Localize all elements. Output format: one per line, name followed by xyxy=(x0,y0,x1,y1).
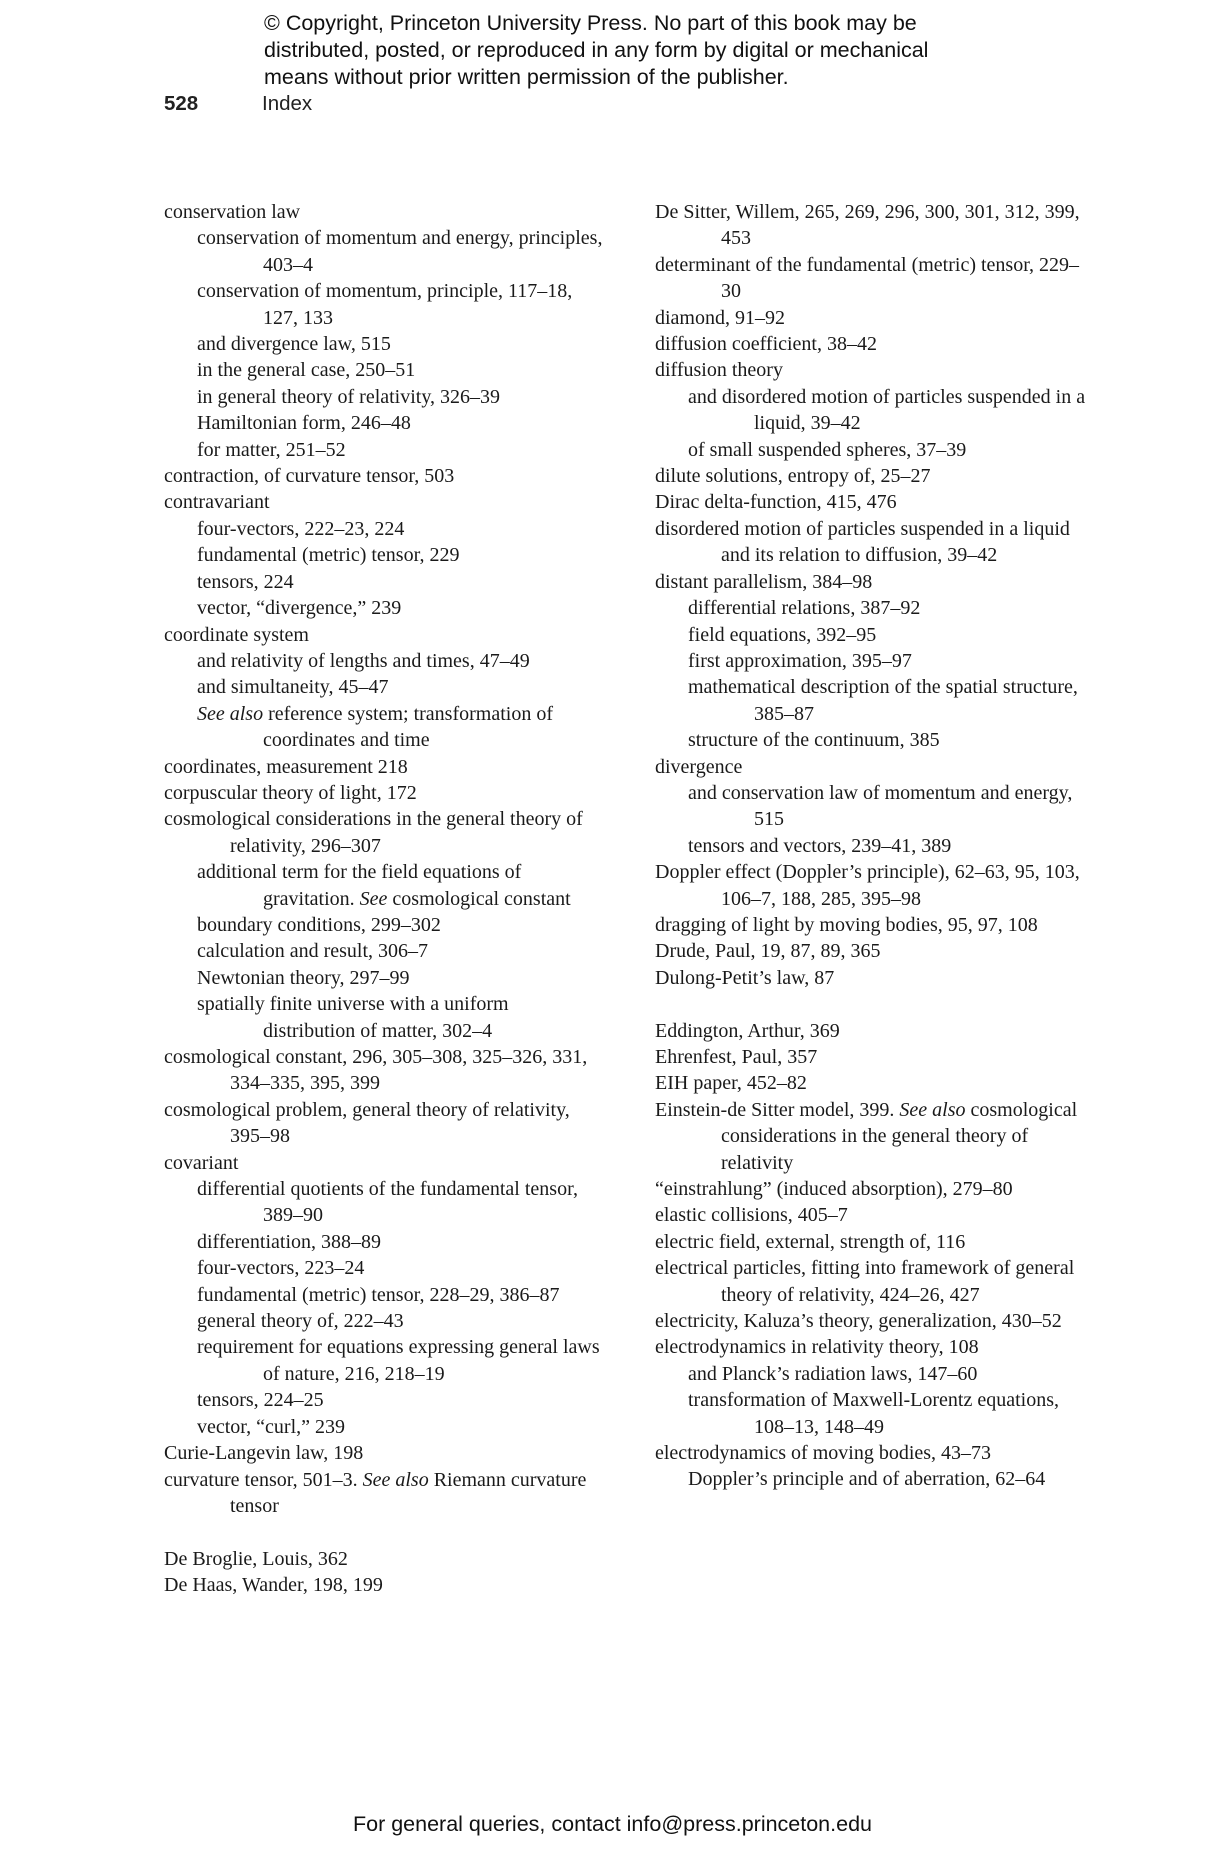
index-subentry xyxy=(164,1282,604,1308)
cross-reference: See also xyxy=(197,702,264,725)
entry-text: and conservation law of momentum and energy, 515 xyxy=(688,781,1073,831)
index-entry xyxy=(164,1097,604,1150)
entry-text: Dulong-Petit’s law, 87 xyxy=(655,966,835,989)
index-entry xyxy=(655,912,1095,938)
index-entry xyxy=(164,754,604,780)
index-subentry xyxy=(164,859,604,912)
index-subentry xyxy=(164,674,604,700)
entry-text: diamond, 91–92 xyxy=(655,306,785,329)
index-entry xyxy=(164,463,604,489)
index-subentry xyxy=(164,701,604,754)
index-subentry xyxy=(164,278,604,331)
index-subentry xyxy=(655,727,1095,753)
index-subentry xyxy=(164,569,604,595)
entry-text: Einstein-de Sitter model, 399. xyxy=(655,1098,900,1121)
entry-text: De Sitter, Willem, 265, 269, 296, 300, 301, 312, 399, 453 xyxy=(655,201,1080,250)
index-subentry xyxy=(164,965,604,991)
entry-text: requirement for equations expressing general laws of nature, 216, 218–19 xyxy=(197,1336,600,1385)
entry-text: electric field, external, strength of, 116 xyxy=(655,1230,966,1253)
index-entry xyxy=(164,806,604,859)
index-subentry xyxy=(655,674,1095,727)
index-subentry xyxy=(164,648,604,674)
entry-text: transformation of Maxwell-Lorentz equations, 108–13, 148–49 xyxy=(688,1389,1059,1438)
entry-text: electrodynamics in relativity theory, 108 xyxy=(655,1336,979,1359)
index-subentry xyxy=(164,1229,604,1255)
copyright-line-1: © Copyright, Princeton University Press. No part of this book may be xyxy=(264,11,917,35)
entry-text: four-vectors, 223–24 xyxy=(197,1257,365,1280)
cross-reference: See xyxy=(359,887,388,910)
index-entry xyxy=(655,1070,1095,1096)
index-entry xyxy=(655,1255,1095,1308)
copyright-line-2: distributed, posted, or reproduced in any form by digital or mechanical xyxy=(264,38,929,62)
entry-text: general theory of, 222–43 xyxy=(197,1310,404,1333)
index-entry xyxy=(655,252,1095,305)
entry-text: electricity, Kaluza’s theory, generalization, 430–52 xyxy=(655,1310,1062,1333)
index-entry xyxy=(164,1440,604,1466)
entry-text: Doppler’s principle and of aberration, 62–64 xyxy=(688,1468,1046,1491)
entry-text: dragging of light by moving bodies, 95, 97, 108 xyxy=(655,913,1038,936)
entry-text: Drude, Paul, 19, 87, 89, 365 xyxy=(655,940,881,963)
entry-text: tensors and vectors, 239–41, 389 xyxy=(688,834,952,857)
entry-text: field equations, 392–95 xyxy=(688,623,877,646)
entry-text: cosmological constant, 296, 305–308, 325–326, 331, 334–335, 395, 399 xyxy=(164,1046,588,1095)
entry-text: reference system; transformation of coordinates and time xyxy=(263,702,553,752)
index-subentry xyxy=(164,225,604,278)
index-subentry xyxy=(164,331,604,357)
index-entry xyxy=(164,780,604,806)
index-entry xyxy=(164,1150,604,1176)
index-column-right xyxy=(655,199,1095,1493)
entry-text: coordinates, measurement 218 xyxy=(164,755,408,778)
index-entry xyxy=(655,1097,1095,1176)
cross-reference: See also xyxy=(899,1098,966,1121)
index-entry xyxy=(164,489,604,515)
index-entry xyxy=(164,1546,604,1572)
index-entry xyxy=(655,1229,1095,1255)
entry-text: Ehrenfest, Paul, 357 xyxy=(655,1045,818,1068)
index-subentry xyxy=(655,1466,1095,1492)
index-subentry xyxy=(164,410,604,436)
entry-text: De Haas, Wander, 198, 199 xyxy=(164,1574,383,1597)
index-subentry xyxy=(164,542,604,568)
entry-text: spatially finite universe with a uniform distribution of matter, 302–4 xyxy=(197,993,509,1042)
index-subentry xyxy=(164,595,604,621)
entry-text-continued: cosmological constant xyxy=(387,887,571,910)
index-subentry xyxy=(655,437,1095,463)
entry-text: tensors, 224 xyxy=(197,570,294,593)
entry-text: cosmological considerations in the general theory of relativity, 296–307 xyxy=(164,808,583,857)
entry-text: Doppler effect (Doppler’s principle), 62–63, 95, 103, 106–7, 188, 285, 395–98 xyxy=(655,861,1080,910)
entry-text: differential relations, 387–92 xyxy=(688,597,921,620)
index-subentry xyxy=(164,1308,604,1334)
index-column-left xyxy=(164,199,604,1599)
entry-text: conservation law xyxy=(164,201,301,223)
entry-text: boundary conditions, 299–302 xyxy=(197,913,441,936)
index-entry xyxy=(655,489,1095,515)
entry-text: fundamental (metric) tensor, 229 xyxy=(197,544,460,567)
entry-text: contravariant xyxy=(164,491,270,514)
index-subentry xyxy=(164,1176,604,1229)
index-entry xyxy=(655,1308,1095,1334)
entry-text: and Planck’s radiation laws, 147–60 xyxy=(688,1362,978,1385)
index-subentry xyxy=(655,833,1095,859)
index-entry xyxy=(164,622,604,648)
copyright-line-3: means without prior written permission of the publisher. xyxy=(264,65,789,89)
index-subentry xyxy=(164,1334,604,1387)
index-entry xyxy=(655,516,1095,569)
entry-text: corpuscular theory of light, 172 xyxy=(164,781,417,804)
index-subentry xyxy=(655,622,1095,648)
index-subentry xyxy=(164,357,604,383)
index-entry xyxy=(164,199,604,225)
running-head xyxy=(164,92,312,116)
entry-text: in general theory of relativity, 326–39 xyxy=(197,385,501,408)
entry-text: covariant xyxy=(164,1151,239,1174)
index-subentry xyxy=(655,384,1095,437)
entry-text: determinant of the fundamental (metric) tensor, 229–30 xyxy=(655,253,1080,303)
entry-text: dilute solutions, entropy of, 25–27 xyxy=(655,465,931,488)
entry-text: of small suspended spheres, 37–39 xyxy=(688,438,967,461)
index-entry xyxy=(655,357,1095,383)
entry-text: and simultaneity, 45–47 xyxy=(197,676,389,699)
index-entry xyxy=(164,1572,604,1598)
index-subentry xyxy=(655,648,1095,674)
index-entry xyxy=(655,569,1095,595)
entry-text: conservation of momentum and energy, principles, 403–4 xyxy=(197,227,603,276)
entry-text: curvature tensor, 501–3. xyxy=(164,1468,363,1491)
index-entry xyxy=(655,331,1095,357)
entry-text: Dirac delta-function, 415, 476 xyxy=(655,491,897,514)
entry-text: for matter, 251–52 xyxy=(197,438,346,461)
index-entry xyxy=(655,1440,1095,1466)
entry-text: calculation and result, 306–7 xyxy=(197,940,429,963)
page-number: 528 xyxy=(164,92,199,115)
entry-text: vector, “curl,” 239 xyxy=(197,1415,346,1438)
index-entry xyxy=(164,1044,604,1097)
index-entry xyxy=(655,859,1095,912)
entry-text: differentiation, 388–89 xyxy=(197,1230,382,1253)
entry-text: tensors, 224–25 xyxy=(197,1389,324,1412)
copyright-notice xyxy=(264,10,1004,91)
index-subentry xyxy=(164,991,604,1044)
entry-text: diffusion coefficient, 38–42 xyxy=(655,333,877,356)
index-subentry xyxy=(655,595,1095,621)
entry-text-continued: Riemann curvature tensor xyxy=(230,1468,587,1517)
entry-text: four-vectors, 222–23, 224 xyxy=(197,517,405,540)
index-subentry xyxy=(164,1255,604,1281)
cross-reference: See also xyxy=(362,1468,429,1491)
index-entry xyxy=(655,463,1095,489)
entry-text: and divergence law, 515 xyxy=(197,333,391,356)
index-entry xyxy=(655,1202,1095,1228)
index-entry xyxy=(655,305,1095,331)
section-title: Index xyxy=(262,92,313,115)
entry-text: and disordered motion of particles suspended in a liquid, 39–42 xyxy=(688,385,1086,435)
entry-text-continued: cosmological considerations in the general theory of relativity xyxy=(721,1098,1078,1174)
entry-text: De Broglie, Louis, 362 xyxy=(164,1547,348,1570)
entry-text: diffusion theory xyxy=(655,359,783,382)
index-entry xyxy=(655,938,1095,964)
entry-text: and relativity of lengths and times, 47–49 xyxy=(197,649,530,672)
index-subentry xyxy=(164,938,604,964)
index-entry xyxy=(164,1467,604,1520)
entry-text: differential quotients of the fundamental tensor, 389–90 xyxy=(197,1178,578,1227)
index-subentry xyxy=(164,1387,604,1413)
entry-text: disordered motion of particles suspended in a liquid and its relation to diffusion, 39–42 xyxy=(655,517,1070,567)
index-entry xyxy=(655,1176,1095,1202)
entry-text: distant parallelism, 384–98 xyxy=(655,570,873,593)
entry-text: Eddington, Arthur, 369 xyxy=(655,1019,840,1042)
entry-text: Curie-Langevin law, 198 xyxy=(164,1442,364,1465)
entry-text: first approximation, 395–97 xyxy=(688,649,912,672)
index-entry xyxy=(655,754,1095,780)
entry-text: coordinate system xyxy=(164,623,309,646)
entry-text: structure of the continuum, 385 xyxy=(688,729,940,752)
index-subentry xyxy=(164,912,604,938)
entry-text: elastic collisions, 405–7 xyxy=(655,1204,848,1227)
entry-text: in the general case, 250–51 xyxy=(197,359,416,382)
index-subentry xyxy=(164,516,604,542)
entry-text: “einstrahlung” (induced absorption), 279–80 xyxy=(655,1178,1013,1201)
index-entry xyxy=(655,1334,1095,1360)
index-subentry xyxy=(655,780,1095,833)
index-subentry xyxy=(655,1387,1095,1440)
index-entry xyxy=(655,965,1095,991)
entry-text: Hamiltonian form, 246–48 xyxy=(197,412,411,435)
entry-text: contraction, of curvature tensor, 503 xyxy=(164,465,455,488)
index-entry xyxy=(655,1018,1095,1044)
entry-text: fundamental (metric) tensor, 228–29, 386–87 xyxy=(197,1283,560,1306)
index-entry xyxy=(655,1044,1095,1070)
entry-text: vector, “divergence,” 239 xyxy=(197,597,402,620)
footer-contact: For general queries, contact info@press.princeton.edu xyxy=(352,1812,872,1836)
entry-text: EIH paper, 452–82 xyxy=(655,1072,807,1095)
entry-text: conservation of momentum, principle, 117–18, 127, 133 xyxy=(197,280,573,329)
entry-text: additional term for the field equations of gravitation. xyxy=(197,861,522,910)
index-subentry xyxy=(164,1414,604,1440)
entry-text: Newtonian theory, 297–99 xyxy=(197,966,410,989)
entry-text: mathematical description of the spatial structure, 385–87 xyxy=(688,676,1078,725)
index-entry xyxy=(655,199,1095,252)
index-subentry xyxy=(655,1361,1095,1387)
entry-text: electrical particles, fitting into framework of general theory of relativity, 424–26, 427 xyxy=(655,1257,1075,1306)
entry-text: electrodynamics of moving bodies, 43–73 xyxy=(655,1442,992,1465)
index-subentry xyxy=(164,437,604,463)
entry-text: cosmological problem, general theory of relativity, 395–98 xyxy=(164,1098,570,1148)
index-subentry xyxy=(164,384,604,410)
entry-text: divergence xyxy=(655,755,743,778)
